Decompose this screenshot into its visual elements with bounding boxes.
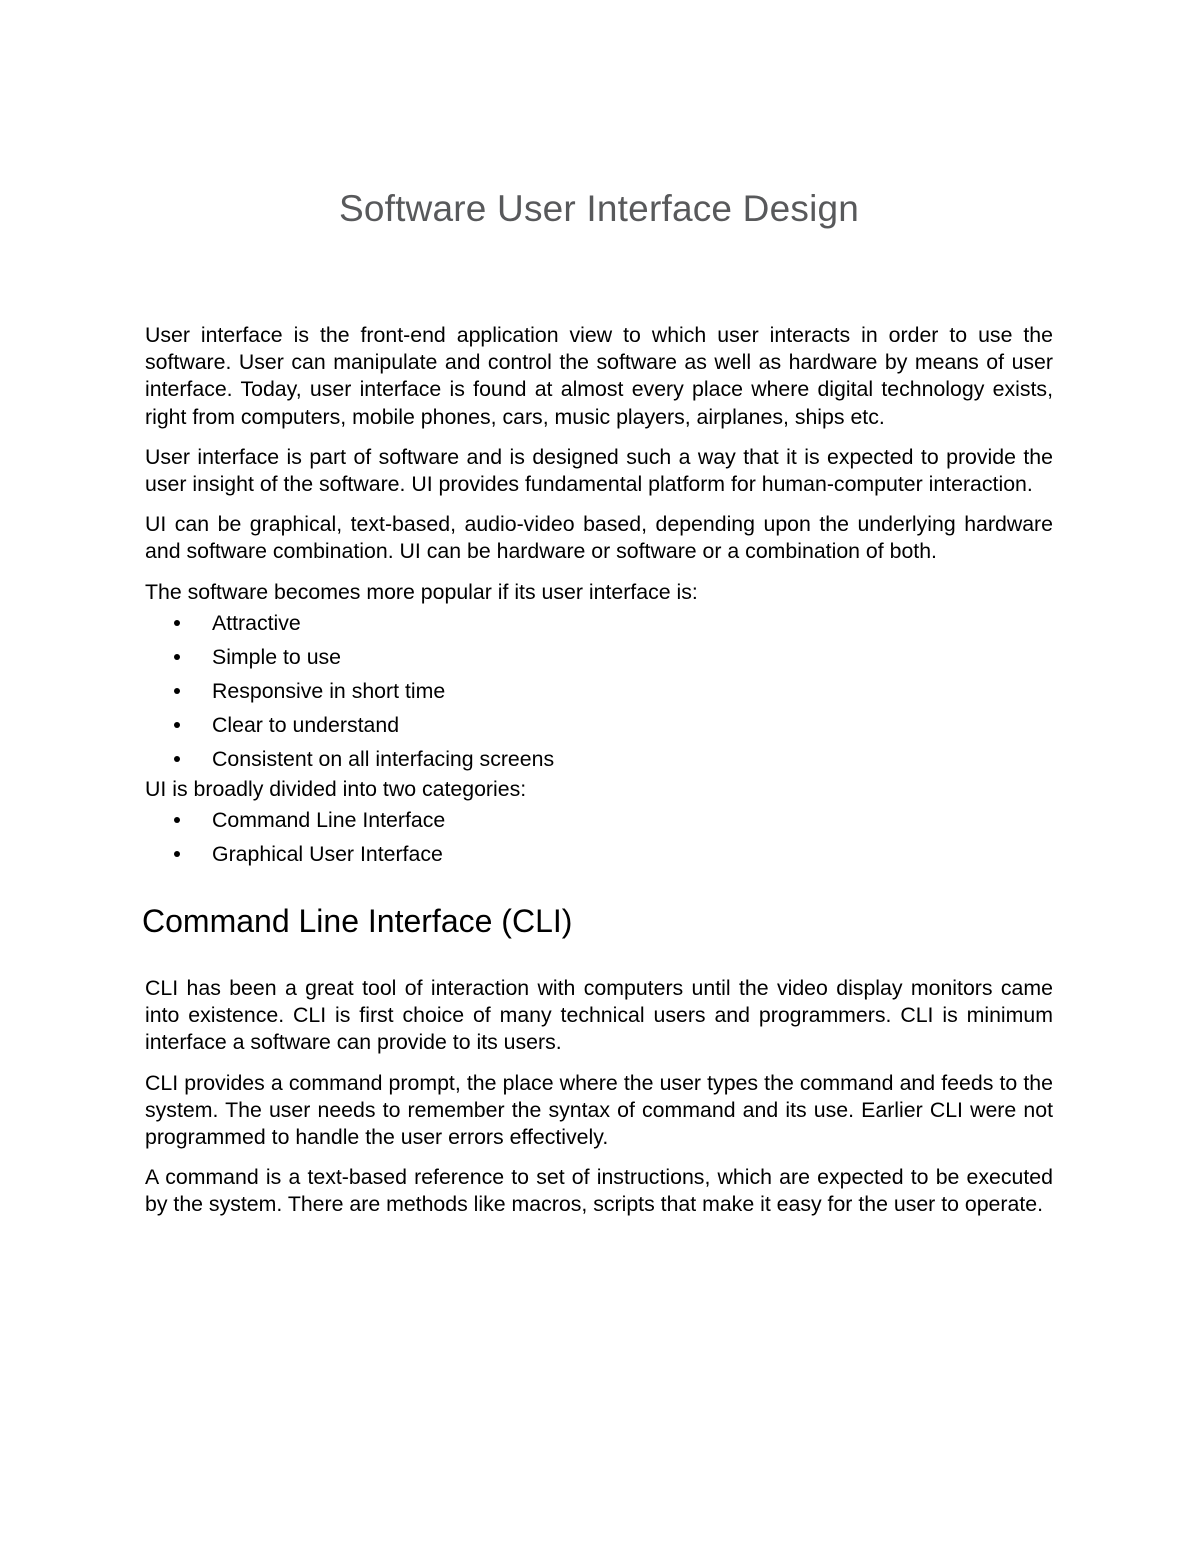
bullet-icon [174,620,180,626]
list-item-text: Command Line Interface [212,808,446,833]
bullet-icon [174,688,180,694]
list-item [145,674,1053,708]
list-item [145,640,1053,674]
document-title: Software User Interface Design [338,188,860,229]
list-item [145,742,1053,776]
cli-paragraph-2: CLI provides a command prompt, the place where the user types the command and feeds to the system. The user needs to remember the syntax of command and its use. Earlier CLI were not programmed to handle the user errors effectively. [145,1070,1053,1150]
list-item [145,708,1053,742]
intro-paragraph-3: UI can be graphical, text-based, audio-video based, depending upon the underlying hardware and software combination. UI can be hardware or software or a combination of both. [145,512,1053,564]
list-item-text: Consistent on all interfacing screens [212,746,555,771]
list-item-text: Graphical User Interface [212,842,443,867]
bullet-icon [174,817,180,823]
intro-paragraph-4: The software becomes more popular if its user interface is: [145,579,698,604]
bullet-icon [174,756,180,762]
intro-paragraph-2: User interface is part of software and is designed such a way that it is expected to provide the user insight of the software. UI provides fundamental platform for human-computer interaction. [145,444,1053,497]
cli-paragraph-1: CLI has been a great tool of interaction with computers until the video display monitors came into existence. CLI is first choice of many technical users and programmers. CLI is minimum interface a software can provide to its users. [145,976,1053,1055]
categories-list [145,803,1053,871]
document-page [142,186,1053,1219]
list-item-text: Clear to understand [212,712,400,737]
bullet-icon [174,654,180,660]
categories-intro: UI is broadly divided into two categories: [145,776,527,801]
qualities-list [145,606,1053,776]
list-item [145,837,1053,871]
bullet-icon [174,722,180,728]
bullet-icon [174,851,180,857]
cli-paragraph-3: A command is a text-based reference to set of instructions, which are expected to be executed by the system. There are methods like macros, scripts that make it easy for the user to operate. [145,1165,1053,1217]
list-item-text: Responsive in short time [212,678,446,703]
intro-paragraph-1: User interface is the front-end application view to which user interacts in order to use the software. User can manipulate and control the software as well as hardware by means of user interface. Today, user interface is found at almost every place where digital technology exists, right from computers, mobile phones, cars, music players, airplanes, ships etc. [145,323,1053,429]
list-item-text: Attractive [212,610,301,635]
list-item [145,803,1053,837]
cli-section-heading: Command Line Interface (CLI) [142,903,573,940]
list-item-text: Simple to use [212,644,342,669]
list-item [145,606,1053,640]
